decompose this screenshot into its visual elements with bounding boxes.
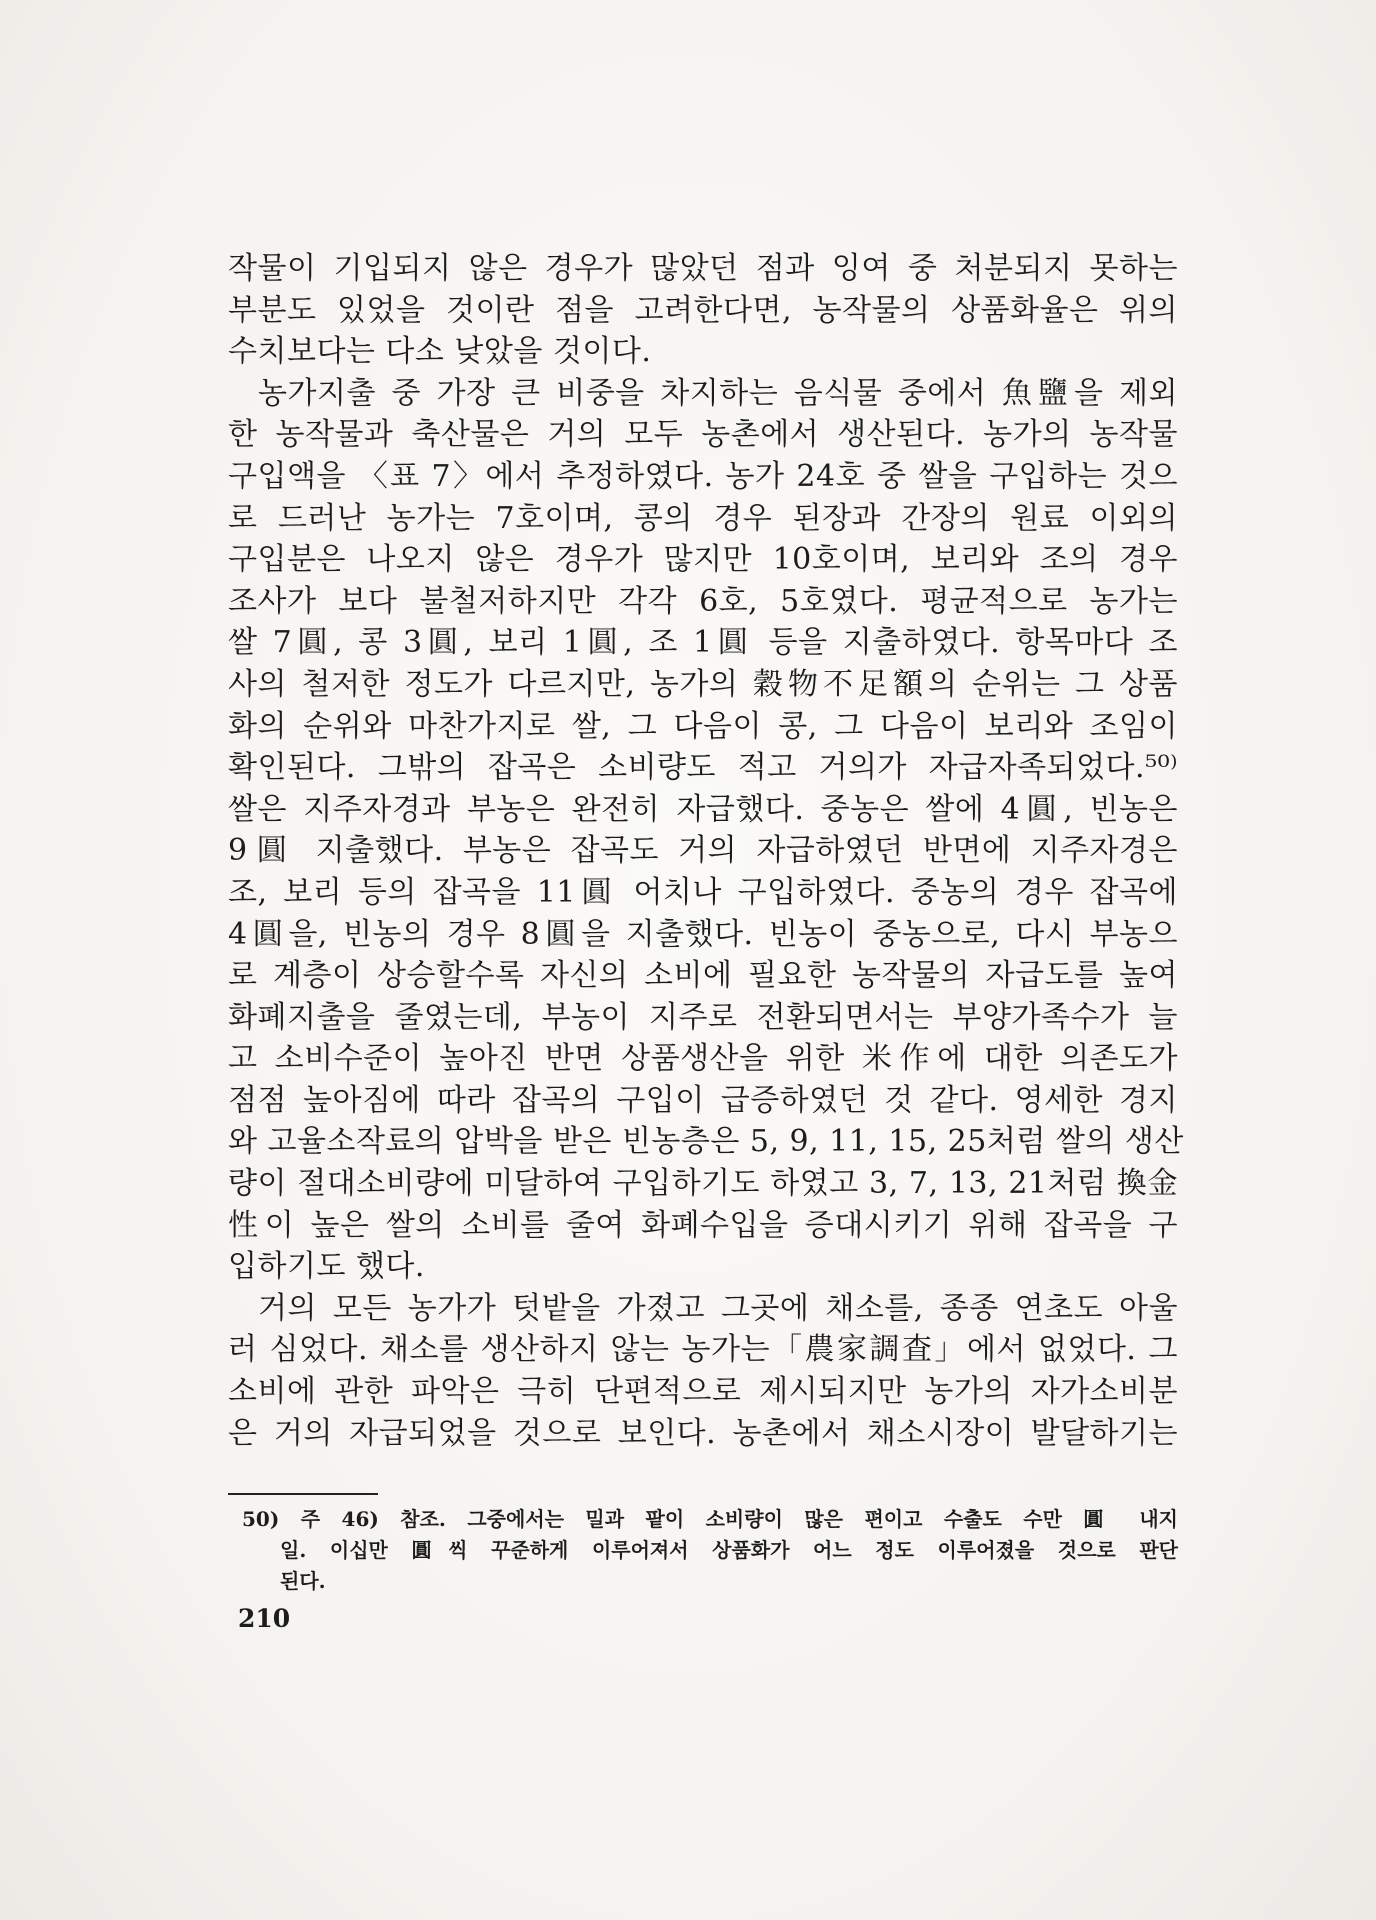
- text-line: 구입액을 〈표 7〉에서 추정하였다. 농가 24호 중 쌀을 구입하는 것으: [228, 458, 1178, 494]
- text-line: 러 심었다. 채소를 생산하지 않는 농가는「農家調査」에서 없었다. 그: [228, 1332, 1178, 1368]
- text-line: 부분도 있었을 것이란 점을 고려한다면, 농작물의 상품화율은 위의: [228, 292, 1178, 328]
- footnote-line: 된다.: [280, 1569, 326, 1593]
- text-line: 9圓 지출했다. 부농은 잡곡도 거의 자급하였던 반면에 지주자경은: [228, 833, 1178, 869]
- text-line: 쌀 7圓, 콩 3圓, 보리 1圓, 조 1圓 등을 지출하였다. 항목마다 조: [228, 625, 1178, 661]
- text-line: 로 드러난 농가는 7호이며, 콩의 경우 된장과 간장의 원료 이외의: [228, 500, 1178, 536]
- text-line: 소비에 관한 파악은 극히 단편적으로 제시되지만 농가의 자가소비분: [228, 1374, 1178, 1410]
- text-line: 고 소비수준이 높아진 반면 상품생산을 위한 米作에 대한 의존도가: [228, 1041, 1178, 1077]
- text-line: 농가지출 중 가장 큰 비중을 차지하는 음식물 중에서 魚鹽을 제외: [258, 375, 1178, 411]
- text-line: 수치보다는 다소 낮았을 것이다.: [228, 334, 652, 370]
- text-line: 화폐지출을 줄였는데, 부농이 지주로 전환되면서는 부양가족수가 늘: [228, 999, 1178, 1035]
- text-line: 와 고율소작료의 압박을 받은 빈농층은 5, 9, 11, 15, 25처럼 쌀의 생산: [228, 1124, 1184, 1160]
- text-line: 性이 높은 쌀의 소비를 줄여 화폐수입을 증대시키기 위해 잡곡을 구: [228, 1207, 1178, 1243]
- text-line: 거의 모든 농가가 텃밭을 가졌고 그곳에 채소를, 종종 연초도 아울: [258, 1290, 1178, 1326]
- text-line: 구입분은 나오지 않은 경우가 많지만 10호이며, 보리와 조의 경우: [228, 542, 1178, 578]
- footnote-line: 일. 이십만 圓씩 꾸준하게 이루어져서 상품화가 어느 정도 이루어졌을 것으로 판단: [280, 1538, 1178, 1562]
- text-line: 점점 높아짐에 따라 잡곡의 구입이 급증하였던 것 같다. 영세한 경지: [228, 1082, 1178, 1118]
- body-text: [228, 248, 1184, 1454]
- text-line: 입하기도 했다.: [228, 1249, 425, 1285]
- text-line: 4圓을, 빈농의 경우 8圓을 지출했다. 빈농이 중농으로, 다시 부농으: [228, 916, 1178, 952]
- text-line: 화의 순위와 마찬가지로 쌀, 그 다음이 콩, 그 다음이 보리와 조임이: [228, 708, 1178, 744]
- text-line: 은 거의 자급되었을 것으로 보인다. 농촌에서 채소시장이 발달하기는: [228, 1415, 1178, 1451]
- text-line: 쌀은 지주자경과 부농은 완전히 자급했다. 중농은 쌀에 4圓, 빈농은: [228, 791, 1178, 827]
- text-line: 확인된다. 그밖의 잡곡은 소비량도 적고 거의가 자급자족되었다.⁵⁰⁾: [228, 750, 1178, 786]
- text-line: 조사가 보다 불철저하지만 각각 6호, 5호였다. 평균적으로 농가는: [228, 583, 1178, 619]
- text-line: 사의 철저한 정도가 다르지만, 농가의 穀物不足額의 순위는 그 상품: [228, 666, 1178, 702]
- text-line: 로 계층이 상승할수록 자신의 소비에 필요한 농작물의 자급도를 높여: [228, 958, 1178, 994]
- text-line: 조, 보리 등의 잡곡을 11圓 어치나 구입하였다. 중농의 경우 잡곡에: [228, 874, 1178, 910]
- page-number: 210: [238, 1604, 291, 1633]
- footnote-line: 50) 주 46) 참조. 그중에서는 밀과 팥이 소비량이 많은 편이고 수출도 수만 圓 내지: [242, 1507, 1178, 1531]
- footnote-divider: [228, 1493, 378, 1495]
- text-line: 작물이 기입되지 않은 경우가 많았던 점과 잉여 중 처분되지 못하는: [228, 251, 1178, 286]
- footnote: [242, 1504, 1178, 1597]
- text-line: 한 농작물과 축산물은 거의 모두 농촌에서 생산된다. 농가의 농작물: [228, 417, 1178, 453]
- text-line: 량이 절대소비량에 미달하여 구입하기도 하였고 3, 7, 13, 21처럼 換金: [228, 1166, 1178, 1202]
